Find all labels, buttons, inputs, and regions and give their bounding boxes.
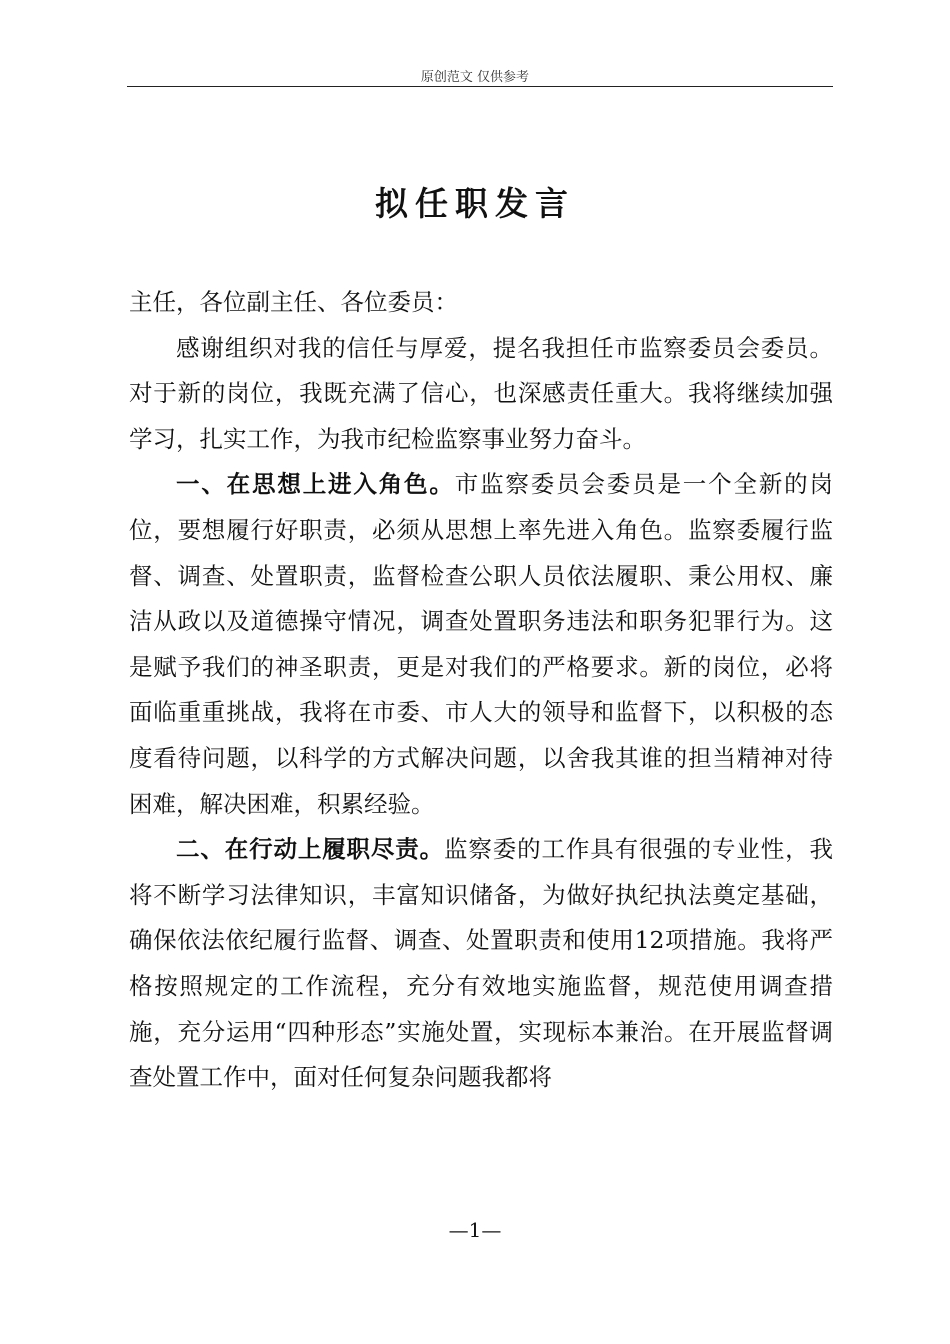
document-body xyxy=(129,280,833,1101)
page-number: —1— xyxy=(448,1218,502,1242)
paragraph-text: 感谢组织对我的信任与厚爱，提名我担任市监察委员会委员。对于新的岗位，我既充满了信心，也深感责任重大。我将继续加强学习，扎实工作，为我市纪检监察事业努力奋斗。 xyxy=(129,333,833,453)
paragraph-intro xyxy=(129,326,833,463)
page-header-text: 原创范文 仅供参考 xyxy=(420,70,530,85)
paragraph-section-2 xyxy=(129,827,833,1101)
paragraph-section-1 xyxy=(129,462,833,827)
paragraph-text: 市监察委员会委员是一个全新的岗位，要想履行好职责，必须从思想上率先进入角色。监察委履行监督、调查、处置职责，监督检查公职人员依法履职、秉公用权、廉洁从政以及道德操守情况，调查处置职务违法和职务犯罪行为。这是赋予我们的神圣职责，更是对我们的严格要求。新的岗位，必将面临重重挑战，我将在市委、市人大的领导和监督下，以积极的态度看待问题，以科学的方式解决问题，以舍我其谁的担当精神对待困难，解决困难，积累经验。 xyxy=(129,470,834,818)
header-divider xyxy=(127,86,833,87)
section-heading: 一、在思想上进入角色。 xyxy=(176,470,455,499)
salutation: 主任，各位副主任、各位委员： xyxy=(129,288,458,316)
document-title: 拟任职发言 xyxy=(375,184,575,223)
paragraph-text: 监察委的工作具有很强的专业性，我将不断学习法律知识，丰富知识储备，为做好执纪执法奠定基础，确保依法依纪履行监督、调查、处置职责和使用12项措施。我将严格按照规定的工作流程，充分有效地实施监督，规范使用调查措施，充分运用“四种形态”实施处置，实现标本兼治。在开展监督调查处置工作中，面对任何复杂问题我都将 xyxy=(129,835,834,1092)
section-heading: 二、在行动上履职尽责。 xyxy=(176,835,445,864)
